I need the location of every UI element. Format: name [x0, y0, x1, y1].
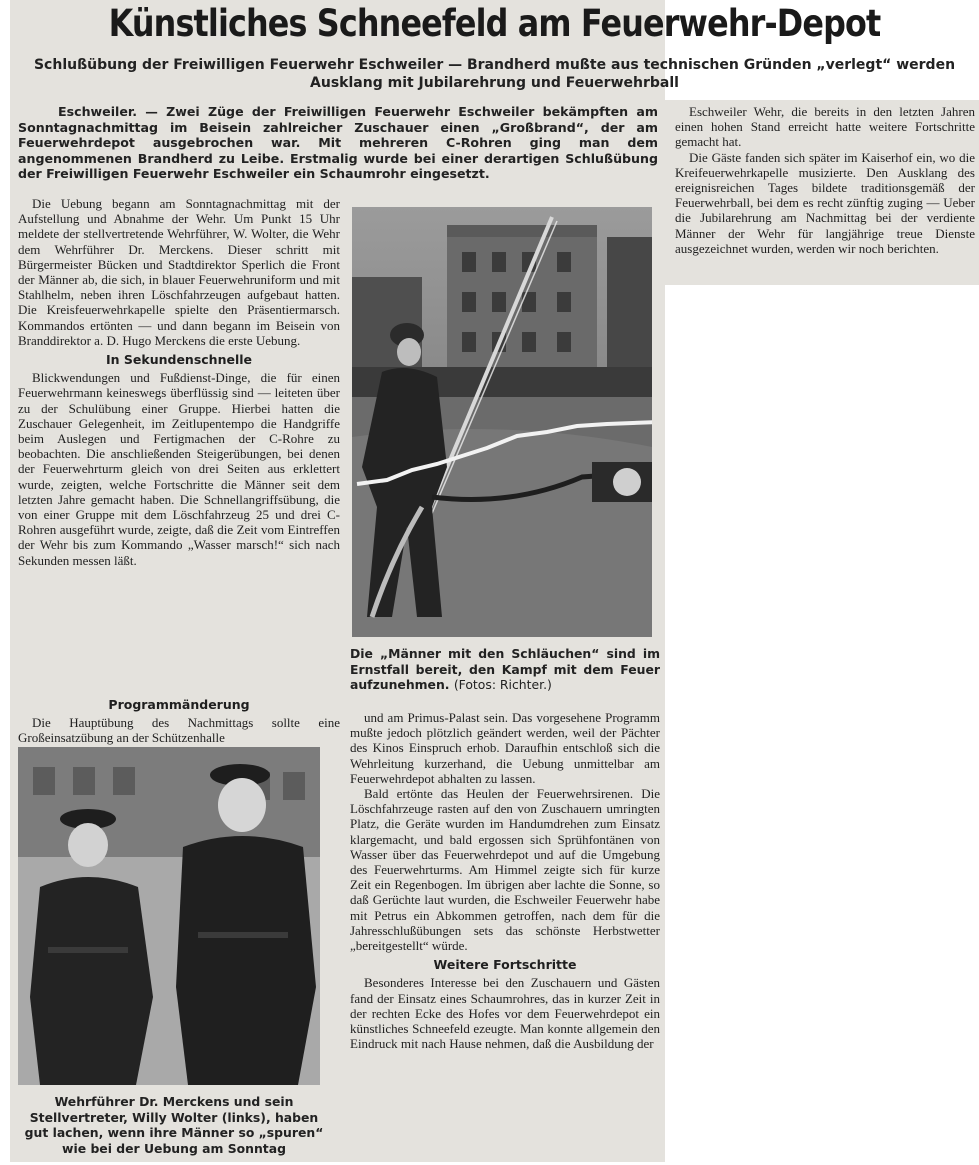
photo-caption-1-text: Die „Männer mit den Schläuchen“ sind im Ernstfall bereit, den Kampf mit dem Feuer aufzunehmen.	[350, 646, 660, 692]
paper-tear	[352, 412, 652, 502]
body-paragraph: und am Primus-Palast sein. Das vorgesehene Programm mußte jedoch plötzlich geändert werden, weil der Pächter des Kinos Einspruch erhob. Daraufhin entschloß sich die Wehrleitung kurzerhand, die Uebung unmittelbar am Feuerwehrdepot abhalten zu lassen.	[350, 710, 660, 786]
body-paragraph: Blickwendungen und Fußdienst-Dinge, die für einen Feuerwehrmann keineswegs überflüssig sind — leiteten über zu der Schulübung einer Gruppe. Hierbei hatten die Zuschauer Gelegenheit, im Zeitlupentempo die Handgriffe beim Auslegen und Fertigmachen der C-Rohre zu beobachten. Die anschließenden Steigerübungen, bei denen der Feuerwehrturm gleich von drei Seiten aus erklettert wurde, zeigten, welche Fortschritte die Männer seit dem letzten Jahre gemacht haben. Die Schnellangriffsübung, die von einer Gruppe mit dem Löschfahrzeug 25 und drei C-Rohren ausgeführt wurde, zeigte, daß die Zeit vom Eintreffen der Wehr bis zum Kommando „Wasser marsch!“ sich nach Sekunden messen läßt.	[18, 370, 340, 568]
photo-firefighter-hose	[352, 207, 652, 637]
body-paragraph: Die Gäste fanden sich später im Kaiserhof ein, wo die Kreifeuerwehrkapelle musizierte. Den Ausklang des ereignisreichen Tages bildete traditionsgemäß der Feuerwehrball, bei dem es recht zünftig zuging — Ueber die Jubilarehrung am Nachmittag bei der verdiente Männer der Wehr für langjährige treue Dienste ausgezeichnet wurden, werden wir noch berichten.	[675, 149, 975, 256]
body-paragraph: Bald ertönte das Heulen der Feuerwehrsirenen. Die Löschfahrzeuge rasten auf den von Zuschauern umringten Platz, die Geräte wurden im Handumdrehen zum Einsatz klargemacht, und bald ergossen sich Sprühfontänen von Wasser über das Feuerwehrdepot und auf die Umgebung des Feuerwehrturms. Am Himmel zeigte sich für kurze Zeit ein Regenbogen. Im übrigen aber lachte die Sonne, so daß Gerüchte laut wurden, die Eschweiler Feuerwehr habe mit Petrus ein Abkommen getroffen, nach dem für die Jahresschlußübungen sets das schönste Herbstwetter „bereitgestellt“ würde.	[350, 786, 660, 954]
body-paragraph: Die Hauptübung des Nachmittags sollte eine Großeinsatzübung an der Schützenhalle	[18, 715, 340, 746]
officers-illustration	[18, 747, 320, 1085]
subheadline-line-1: Schlußübung der Freiwilligen Feuerwehr Eschweiler — Brandherd mußte aus technischen Gründen „verlegt“ werden	[33, 57, 956, 73]
body-paragraph: Eschweiler Wehr, die bereits in den letzten Jahren einen hohen Stand erreicht hatte weitere Fortschritte gemacht hat.	[675, 104, 975, 150]
article-column-2	[350, 710, 660, 1051]
headline: Künstliches Schneefeld am Feuerwehr-Depot	[108, 2, 881, 45]
body-paragraph: Die Uebung begann am Sonntagnachmittag mit der Aufstellung und Abnahme der Wehr. Um Punkt 15 Uhr meldete der stellvertretende Wehrführer, W. Wolter, die Wehr dem Wehrführer Dr. Merckens. Dieser schritt mit Bürgermeister Bücken und Stadtdirektor Sperlich die Front der Männer ab, die sich, in blauer Feuerwehruniform und mit Stahlhelm, neben ihren Löschfahrzeugen aufgebaut hatten. Die Kreisfeuerwehrkapelle spielte den Präsentiermarsch. Kommandos ertönten — und dann begann im Beisein von Branddirektor a. D. Hugo Merckens die erste Uebung.	[18, 196, 340, 348]
lead-paragraph: Eschweiler. — Zwei Züge der Freiwilligen Feuerwehr Eschweiler bekämpften am Sonntagnachmittag im Beisein zahlreicher Zuschauer einen „Großbrand“, der am Feuerwehrdepot ausgebrochen war. Mit mehreren C-Rohren ging man dem angenommenen Brandherd zu Leibe. Erstmalig wurde bei einer derartigen Schlußübung der Freiwilligen Feuerwehr Eschweiler ein Schaumrohr eingesetzt.	[18, 104, 658, 181]
subheadline-line-2: Ausklang mit Jubilarehrung und Feuerwehrball	[310, 75, 679, 91]
photo-officers	[18, 747, 320, 1085]
article-column-1	[18, 196, 340, 568]
section-heading: In Sekundenschnelle	[106, 352, 252, 368]
article-column-3	[675, 104, 975, 256]
article-column-1-continued	[18, 693, 340, 746]
photo-caption-2: Wehrführer Dr. Merckens und sein Stellvertreter, Willy Wolter (links), haben gut lachen, wenn ihre Männer so „spuren“ wie bei der Uebung am Sonntag	[24, 1094, 324, 1156]
body-paragraph: Besonderes Interesse bei den Zuschauern und Gästen fand der Einsatz eines Schaumrohres, das in kurzer Zeit in der rechten Ecke des Hofes vor dem Feuerwehrdepot ein künstliches Schneefeld ezeugte. Man konnte allgemein den Eindruck mit nach Hause nehmen, daß die Ausbildung der	[350, 975, 660, 1052]
section-heading: Weitere Fortschritte	[433, 957, 577, 973]
photo-credit: (Fotos: Richter.)	[453, 677, 552, 692]
subheadline	[10, 56, 979, 92]
section-heading: Programmänderung	[108, 697, 250, 712]
photo-caption-1	[350, 646, 660, 693]
